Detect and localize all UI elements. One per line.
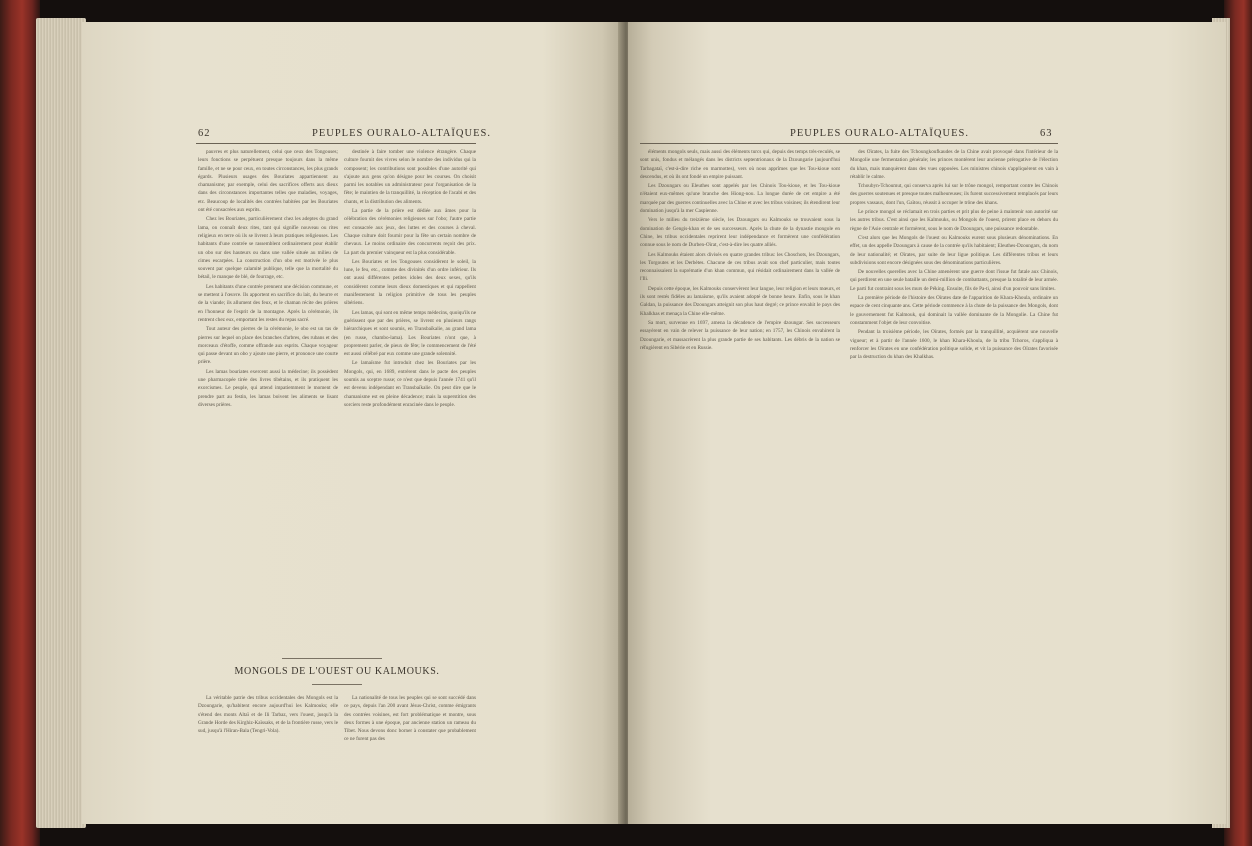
paragraph: Les lamas bouriates exercent aussi la médecine; ils possèdent une pharmacopée tirée des livres tibétains, et ils pratiquent les exorcismes. Le peuple, qui attend impatiemment le moment de prendre part au festin, les lamas boivent les aliments se lisant diverses prières. <box>198 368 338 408</box>
right-page-number: 63 <box>1040 128 1053 139</box>
paragraph: Les Dzoungars ou Eleuthes sont appelés par les Chinois Tou-kioue, et les Tou-kioue n'étaient eux-mêmes qu'une branche des Hiong-nou. La longue durée de cet empire a été marquée par des guerres continuelles avec la Chine et avec les tribus voisines; ils étendirent leur domination jusqu'à la mer Caspienne. <box>640 183 840 215</box>
section-rule-bottom <box>312 684 362 685</box>
paragraph: Chez les Bouriates, particulièrement chez les adeptes du grand lama, on connaît deux rites, tant qui signifie nouveau ou rites religieux en terre où ils se livrent à leurs pratiques religieuses. Les habitants d'une contrée se rassemblent ordinairement pour établir un obo sur des hauteurs ou dans une vallée située au milieu de cimes escarpées. La construction d'un obo est motivée le plus souvent par quelque calamité publique, telle que la mortalité du bétail, le manque de blé, de fourrage, etc. <box>198 216 338 281</box>
paragraph: Tchoubyn-Tchoumut, qui conserva après lui sur le trône mongol, remportant contre les Chinois des guerres soutenues et presque toutes malheureuses; ils furent successivement remplacés par leurs propres vassaux, dont l'un, Gaïtou, réussit à occuper le trône des khans. <box>850 183 1058 206</box>
left-column-2-bottom <box>344 694 476 774</box>
left-running-head: PEUPLES OURALO-ALTAÏQUES. <box>312 128 491 139</box>
paragraph: éléments mongols seuls, mais aussi des éléments turcs qui, depuis des temps très-reculés, se sont unis, fondus et mélangés dans les districts septentrionaux de la Dzoungarie (aujourd'hui Tarbagataï, c'est-à-dire riche en marmottes), vers où nous apprîmes que les Tou-kioue sont descendus, et où ils ont fondé un empire puissant. <box>640 149 840 180</box>
paragraph: Les habitants d'une contrée prennent une décision commune, et se mettent à l'œuvre. Ils apportent en sacrifice du lait, du beurre et de la viande; ils allument des feux, et le chaman récite des prières en l'honneur de l'esprit de la montagne. Après la cérémonie, ils rentrent chez eux, emportant les restes du repas sacré. <box>198 283 338 323</box>
paragraph: La nationalité de tous les peuples qui se sont succédé dans ce pays, depuis l'an 200 avant Jésus-Christ, comme émigrants des contrées voisines, est fort problématique et montre, sous deux formes à une époque, par ancienne station un rameau du Tibet. Nous devons donc borner à constater que probablement ce ne furent pas des <box>344 695 476 743</box>
paragraph: Depuis cette époque, les Kalmouks conservèrent leur langue, leur religion et leurs mœurs, et ils sont restés fidèles au lamaïsme, qu'ils avaient adopté de bonne heure. Enfin, sous le khan Galdan, la puissance des Dzoungars atteignit son plus haut degré; ce prince envahit le pays des Khalkhas et menaça la Chine elle-même. <box>640 285 840 317</box>
right-header-rule <box>640 143 1058 144</box>
section-rule-top <box>282 658 382 659</box>
right-column-1 <box>640 148 840 778</box>
paragraph: pauvres et plus naturellement, celui que ceux des Tongouses; leurs fonctions se perpétuent presque toujours dans la même famille, et ne se pour ceux, en toutes circonstances, les plus grands égards. Plusieurs usages des Bouriates appartiennent au chamanisme; par exemple, celui des sacrifices offerts aux dieux dans des circonstances importantes telles que maladies, voyages, etc. Beaucoup de localités des contrées habitées par les Bouriates ont été consacrées aux esprits. <box>198 149 338 214</box>
left-page <box>82 22 624 824</box>
right-page <box>628 22 1226 824</box>
paragraph: Les Bouriates et les Tongouses considèrent le soleil, la lune, le feu, etc., comme des divinités d'un ordre inférieur. Ils ont aussi différentes petites idoles des deux sexes, qu'ils considèrent comme leurs dieux domestiques et qui rappellent manifestement la religion primitive de tous les peuples sibériens. <box>344 258 476 307</box>
paragraph: La véritable patrie des tribus occidentales des Mongols est la Dzoungarie, qu'habitent encore aujourd'hui les Kalmouks; elle s'étend des monts Altaï et de Ili Tarbaz, vers l'ouest, jusqu'à la Grande Horde des Kirghiz-Kaïssaks, et de la frontière russe, vers le sud, jusqu'à l'Hiran-Bala (Tengri-Vola). <box>198 695 338 735</box>
left-page-number: 62 <box>198 128 211 139</box>
left-column-2 <box>344 148 476 662</box>
left-column-1 <box>198 148 338 662</box>
left-binding <box>0 0 40 846</box>
paragraph: Pendant la troisième période, les Oïrates, formés par la tranquillité, acquièrent une nouvelle vigueur; et à partir de l'année 1600, le khan Khara-Khoula, de la tribu Tchoros, s'appliqua à renforcer les Oïrates en une confédération politique solide, et vit la puissance des Oïrates favorisée par la destruction du khan des Khalkhas. <box>850 329 1058 361</box>
paragraph: La partie de la prière est dédiée aux âmes pour la célébration des cérémonies religieuses sur l'obo; l'autre partie est consacrée aux jeux, des luttes et des courses à cheval. Chaque culture doit fournir pour la fête un certain nombre de chevaux. Le moins ordinaire des concurrents reçoit des prix. La part du premier vainqueur est la plus considérable. <box>344 208 476 256</box>
paragraph: De nouvelles querelles avec la Chine amenèrent une guerre dont l'issue fut fatale aux Chinois, qui perdirent en une seule bataille un demi-million de combattants, presque la totalité de leur armée. Le parti fut contraint sous les murs de Péking. Ensuite, fils de Pa-ti, ainsi d'un pouvoir sans limites. <box>850 269 1058 292</box>
paragraph: Le prince mongol se réclamait en trois parties et prit plus de peine à maintenir son autorité sur les autres tribus. C'est ainsi que les Kalmouks, ou Mongols de l'ouest, prirent place en dehors du règne de l'Asie centrale et formèrent, sous le nom de Dzoungars, une puissance redoutable. <box>850 209 1058 232</box>
left-column-1-bottom <box>198 694 338 774</box>
paragraph: La première période de l'histoire des Oïrates date de l'apparition de Khara-Khoula, ordinaire un espace de cent cinquante ans. Cette période commence à la chute de la puissance des Mongols, dont le gouvernement fut Kalmouk, qui dominait la vallée dominante de la Mongolie. La Chine fut constamment l'objet de leur convoitise. <box>850 295 1058 326</box>
paragraph: destinée à faire tomber une violence étrangère. Chaque culture fournit des vivres selon le nombre des individus qui la composent; les contributions sont possibles d'une autorité qui s'ajoute aux gens qu'on désigne pour les courses. On choisit parmi les notables un administrateur pour l'organisation de la fête; le maintien de la tranquillité, la réception de l'acabi et des chants, et la distribution des aliments. <box>344 149 476 205</box>
section-title: MONGOLS DE L'OUEST OU KALMOUKS. <box>234 666 440 677</box>
paragraph: Tout auteur des pierres de la cérémonie, le obo est un tas de pierres sur lequel on place des branches d'arbres, des rubans et des morceaux d'étoffe, comme offrande aux esprits. Chaque voyageur qui passe devant un obo y ajoute une pierre, et prononce une courte prière. <box>198 326 338 366</box>
right-running-head: PEUPLES OURALO-ALTAÏQUES. <box>790 128 969 139</box>
paragraph: Vers le milieu du treizième siècle, les Dzoungars ou Kalmouks se trouvaient sous la domination de Gengis-khan et de ses successeurs. Après la chute de la dynastie mongole en Chine, les tribus occidentales reprirent leur indépendance et formèrent une confédération connue sous le nom de Durben-Oïrat, c'est-à-dire les quatre alliés. <box>640 217 840 249</box>
paragraph: des Oïrates, la fuite des Tchoungkoufkaudes de la Chine avait provoqué dans l'intérieur de la Mongolie une fermentation générale; les princes montèrent leur ancienne prérogative de l'élection du khan, mais manquèrent dans des vues opposées. Les ministres chinois s'appliquèrent en vain à rétablir le calme. <box>850 149 1058 180</box>
paragraph: Sa mort, survenue en 1697, amena la décadence de l'empire dzoungar. Ses successeurs essayèrent en vain de relever la puissance de leur nation; en 1757, les Chinois envahirent la Dzoungarie, et massacrèrent la plus grande partie de ses habitants. Les débris de la nation se réfugièrent en Sibérie et en Russie. <box>640 319 840 351</box>
paragraph: Les lamas, qui sont en même temps médecins, quoiqu'ils ne guérissent que par des prières, se livrent en plusieurs rangs hiérarchiques et sont soumis, en Transbaïkalie, au grand lama (en russe, chambo-lama). Les Bouriates n'ont que, à proprement parler, de pieux de fête; le commencement de l'été est aussi célébré par eux comme une grande solennité. <box>344 309 476 358</box>
paragraph: C'est alors que les Mongols de l'ouest ou Kalmouks eurent sous plusieurs dénominations. En effet, un des appelle Dzoungars à cause de la contrée qu'ils habitaient; Eleuthes-Dzoungars, du nom de leur nationalité; et Oïrates, par suite de leur ligue politique. Les différentes tribus et leurs subdivisions sont encore désignées sous des dénominations particulières. <box>850 234 1058 266</box>
paragraph: Les Kalmouks étaient alors divisés en quatre grandes tribus: les Choschots, les Dzoungars, les Torgoutes et les Derbètes. Chacune de ces tribus avait son chef particulier, mais toutes reconnaissaient la suprématie d'un khan commun, qui résidait ordinairement dans la vallée de l'Ili. <box>640 251 840 283</box>
right-column-2 <box>850 148 1058 778</box>
paragraph: Le lamaïsme fut introduit chez les Bouriates par les Mongols, qui, en 1689, entrèrent dans le pacte des peuples soumis au sceptre russe; ce n'est que depuis l'année 1741 qu'il est devenu indépendant en Transbaïkalie. On peut dire que le chamanisme est en pleine décadence; mais la superstition des sorciers reste profondément enracinée dans le peuple. <box>344 360 476 408</box>
left-page-edges <box>36 18 86 828</box>
left-header-rule <box>196 143 476 144</box>
